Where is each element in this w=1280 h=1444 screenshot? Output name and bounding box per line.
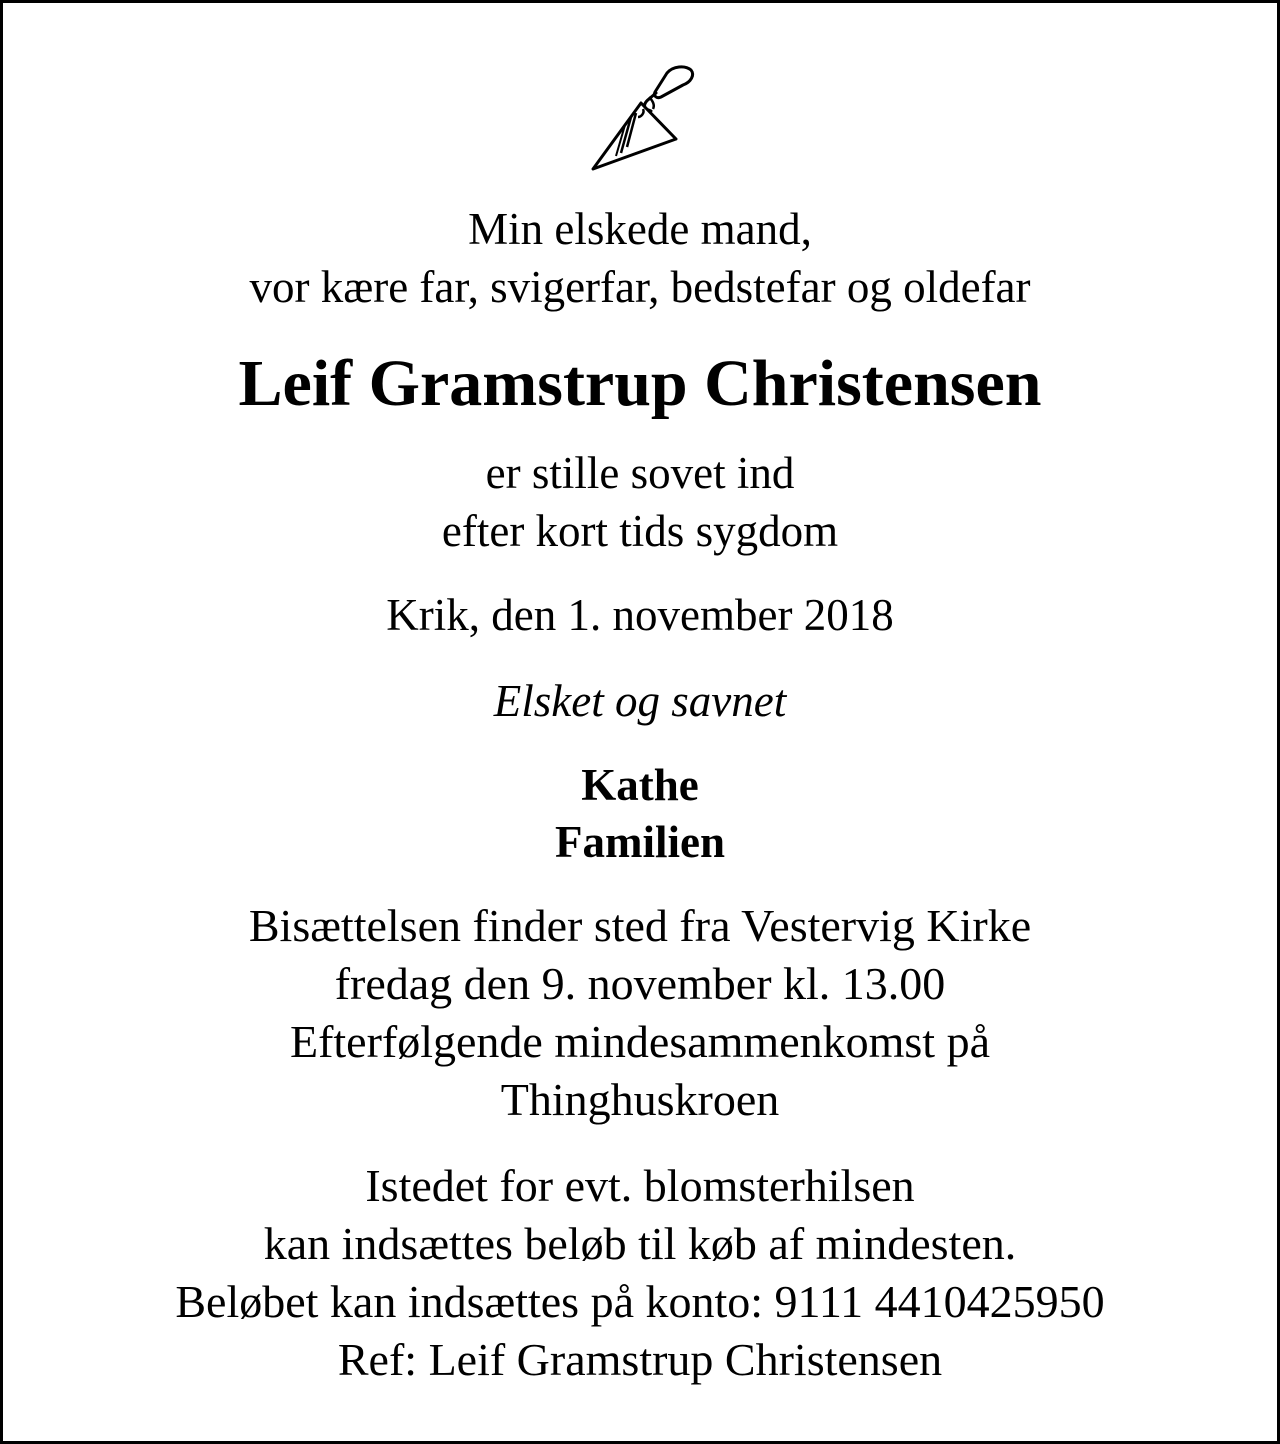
trowel-icon (583, 61, 703, 176)
message-line-2: efter kort tids sygdom (441, 506, 839, 556)
donation-line-2: kan indsættes beløb til køb af mindesten. (263, 1218, 1017, 1269)
tribute-text: Elsket og savnet (493, 676, 787, 726)
donation-line-4: Ref: Leif Gramstrup Christensen (337, 1334, 943, 1385)
funeral-line-4: Thinghuskroen (500, 1074, 780, 1125)
signature-line-2: Familien (555, 817, 725, 867)
funeral-line-2: fredag den 9. november kl. 13.00 (334, 958, 946, 1009)
signature-line-1: Kathe (581, 760, 699, 810)
deceased-name: Leif Gramstrup Christensen (238, 347, 1042, 420)
intro-line-1: Min elskede mand, (468, 204, 812, 254)
funeral-line-1: Bisættelsen finder sted fra Vestervig Kirke (248, 900, 1032, 951)
message-line-1: er stille sovet ind (485, 448, 795, 498)
donation-line-1: Istedet for evt. blomsterhilsen (365, 1160, 915, 1211)
place-date: Krik, den 1. november 2018 (386, 590, 894, 640)
funeral-line-3: Efterfølgende mindesammenkomst på (289, 1016, 991, 1067)
donation-line-3: Beløbet kan indsættes på konto: 9111 4410425950 (175, 1276, 1105, 1327)
intro-line-2: vor kære far, svigerfar, bedstefar og oldefar (249, 262, 1031, 312)
